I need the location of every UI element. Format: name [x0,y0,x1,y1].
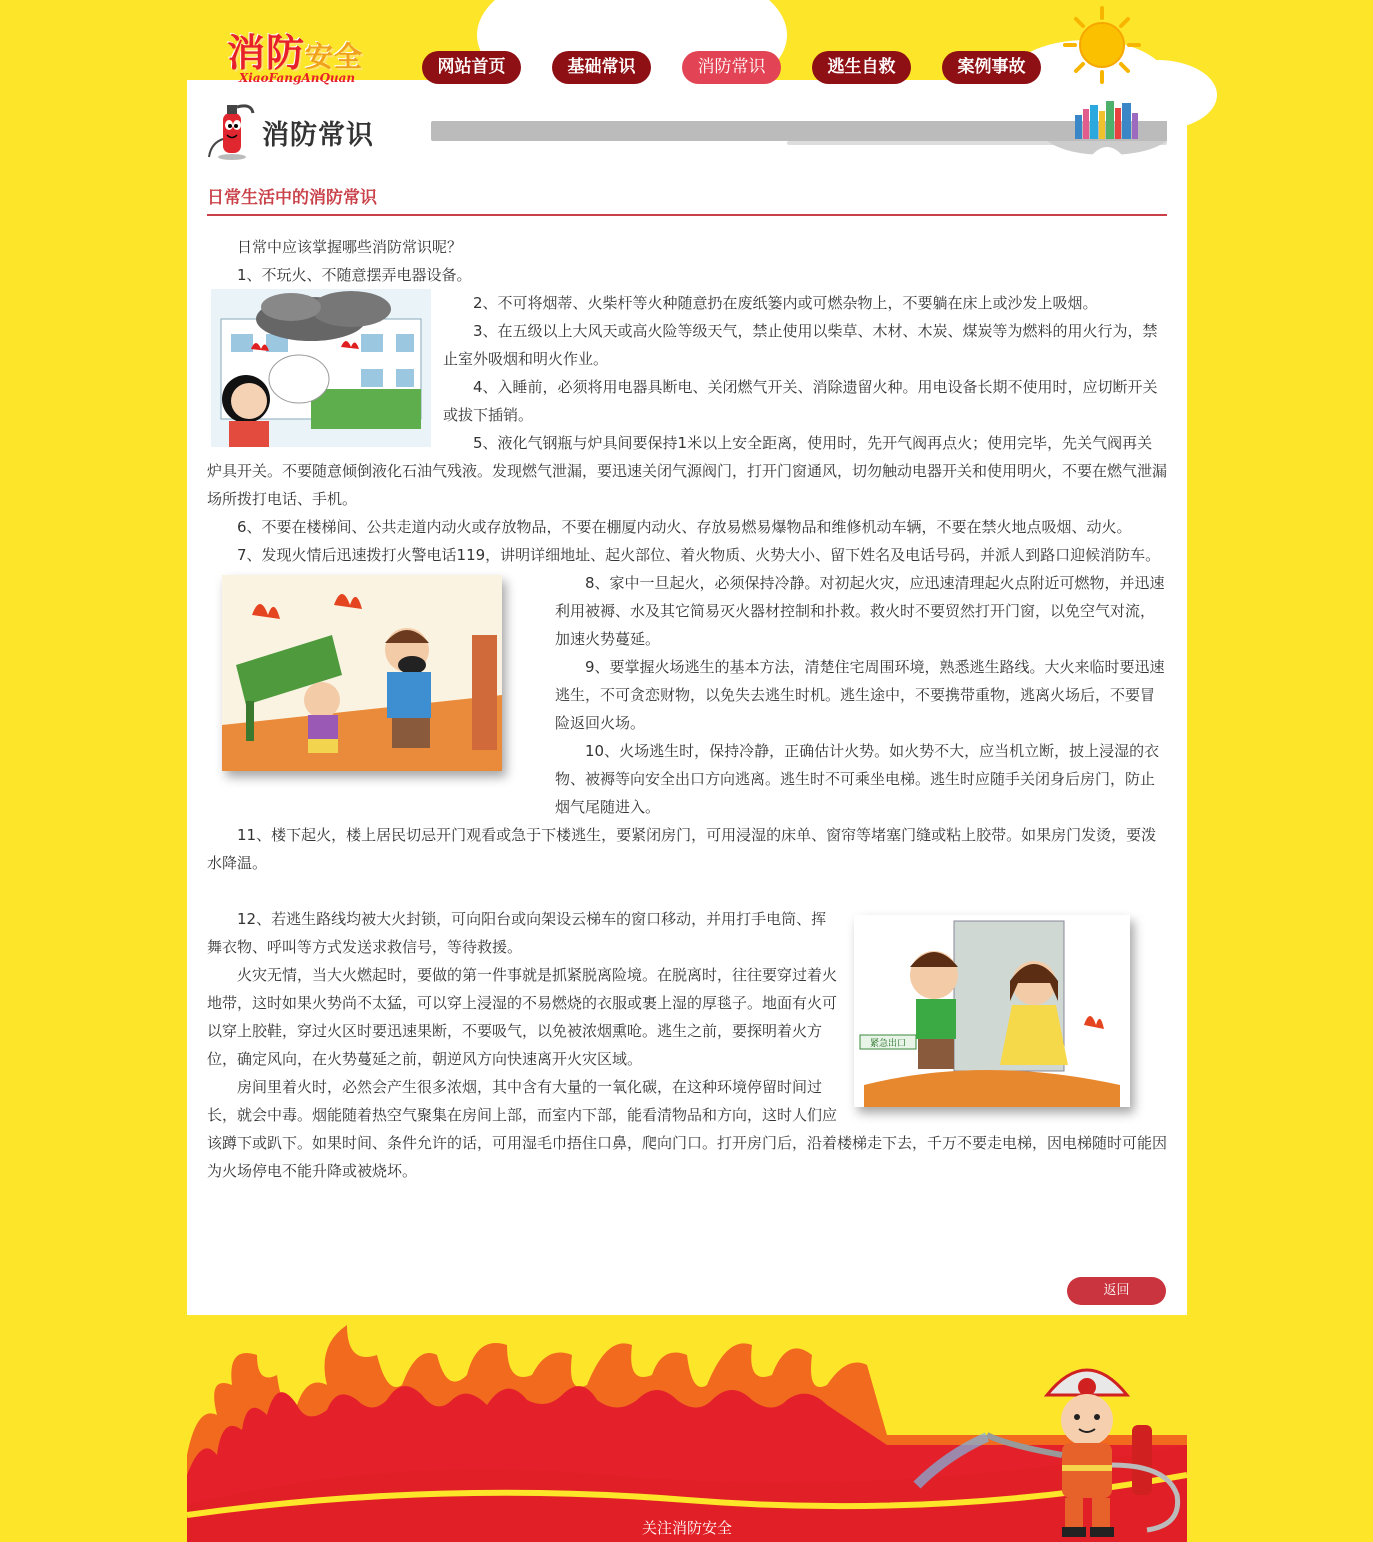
section-title-bar [207,95,1167,165]
page [187,0,1187,1542]
paragraph: 1、不玩火、不随意摆弄电器设备。 [237,266,472,284]
logo-title-b: 安全 [305,40,364,73]
footer-text: 关注消防安全 [641,1519,732,1537]
paragraph: 日常中应该掌握哪些消防常识呢？ [237,238,463,256]
paragraph: 12、若逃生路线均被大火封锁，可向阳台或向架设云梯车的窗口移动，并用打手电筒、挥舞衣物、呼叫等方式发送求救信号，等待救援。 [207,910,827,956]
article-title: 日常生活中的消防常识 [207,188,377,208]
footer [187,1315,1187,1542]
fire-escape-illustration-1 [222,575,502,771]
exit-sign: 紧急出口 [869,1039,907,1049]
page-title: 消防常识 [262,120,374,151]
site-logo[interactable] [227,22,387,86]
main-nav [422,51,1041,84]
books-icon [1047,99,1167,159]
paragraph: 房间里着火时，必然会产生很多浓烟，其中含有大量的一氧化碳，在这种环境停留时间过长，就会中毒。烟能随着热空气聚集在房间上部，而室内下部，能看清物品和方向，这时人们应该蹲下或趴下。如果时间、条件允许的话，可用湿毛巾捂住口鼻，爬向门口。打开房门后，沿着楼梯走下去，千万不要走电梯，因电梯随时可能因为火场停电不能升降或被烧坏。 [207,1078,1168,1180]
nav-basic-knowledge[interactable]: 基础常识 [552,51,651,84]
logo-title: 消防 [227,31,306,75]
paragraph: 9、要掌握火场逃生的基本方法，清楚住宅周围环境，熟悉逃生路线。大火来临时要迅速逃生，不可贪恋财物，以免失去逃生时机。逃生途中，不要携带重物，逃离火场后，不要冒险返回火场。 [555,658,1165,732]
article-body [207,233,1167,1185]
nav-cases[interactable]: 案例事故 [942,51,1041,84]
paragraph: 火灾无情，当大火燃起时，要做的第一件事就是抓紧脱离险境。在脱离时，往往要穿过着火地带，这时如果火势尚不太猛，可以穿上浸湿的不易燃烧的衣服或裹上湿的厚毯子。地面有火可以穿上胶鞋，穿过火区时要迅速果断，不要吸气，以免被浓烟熏呛。逃生之前，要探明着火方位，确定风向，在火势蔓延之前，朝逆风方向快速离开火灾区域。 [207,966,838,1068]
paragraph: 5、液化气钢瓶与炉具间要保持1米以上安全距离，使用时，先开气阀再点火；使用完毕，先关气阀再关炉具开关。不要随意倾倒液化石油气残液。发现燃气泄漏，要迅速关闭气源阀门，打开门窗通风，切勿触动电器开关和使用明火，不要在燃气泄漏场所拨打电话、手机。 [207,434,1168,508]
logo-subtitle: XiaoFangAnQuan [239,71,356,85]
main-content [187,95,1187,1315]
fire-extinguisher-mascot-icon [207,99,261,161]
paragraph: 10、火场逃生时，保持冷静，正确估计火势。如火势不大，应当机立断，披上浸湿的衣物、被褥等向安全出口方向逃离。逃生时不可乘坐电梯。逃生时应随手关闭身后房门，防止烟气尾随进入。 [555,742,1160,816]
paragraph: 6、不要在楼梯间、公共走道内动火或存放物品，不要在棚厦内动火、存放易燃易爆物品和维修机动车辆，不要在禁火地点吸烟、动火。 [237,518,1132,536]
nav-fire-knowledge[interactable]: 消防常识 [682,51,781,84]
flame-icon [187,1315,1187,1542]
nav-escape[interactable]: 逃生自救 [812,51,911,84]
paragraph: 8、家中一旦起火，必须保持冷静。对初起火灾，应迅速清理起火点附近可燃物，并迅速利用被褥、水及其它简易灭火器材控制和扑救。救火时不要贸然打开门窗，以免空气对流，加速火势蔓延。 [555,574,1165,648]
paragraph: 4、入睡前，必须将用电器具断电、关闭燃气开关、消除遗留火种。用电设备长期不使用时，应切断开关或拔下插销。 [443,378,1158,424]
fire-smoke-illustration [211,289,431,447]
header [187,0,1187,95]
back-button[interactable]: 返回 [1067,1277,1166,1305]
sun-icon [1063,6,1141,84]
paragraph: 11、楼下起火，楼上居民切忌开门观看或急于下楼逃生，要紧闭房门，可用浸湿的床单、窗帘等堵塞门缝或粘上胶带。如果房门发烫，要泼水降温。 [207,826,1157,872]
paragraph: 2、不可将烟蒂、火柴杆等火种随意扔在废纸篓内或可燃杂物上，不要躺在床上或沙发上吸烟。 [473,294,1098,312]
paragraph: 7、发现火情后迅速拨打火警电话119，讲明详细地址、起火部位、着火物质、火势大小、留下姓名及电话号码，并派人到路口迎候消防车。 [237,546,1161,564]
paragraph: 3、在五级以上大风天或高火险等级天气，禁止使用以柴草、木材、木炭、煤炭等为燃料的用火行为，禁止室外吸烟和明火作业。 [443,322,1158,368]
article-title-underline [207,214,1167,216]
fire-escape-illustration-2 [854,915,1130,1107]
nav-home[interactable]: 网站首页 [422,51,521,84]
